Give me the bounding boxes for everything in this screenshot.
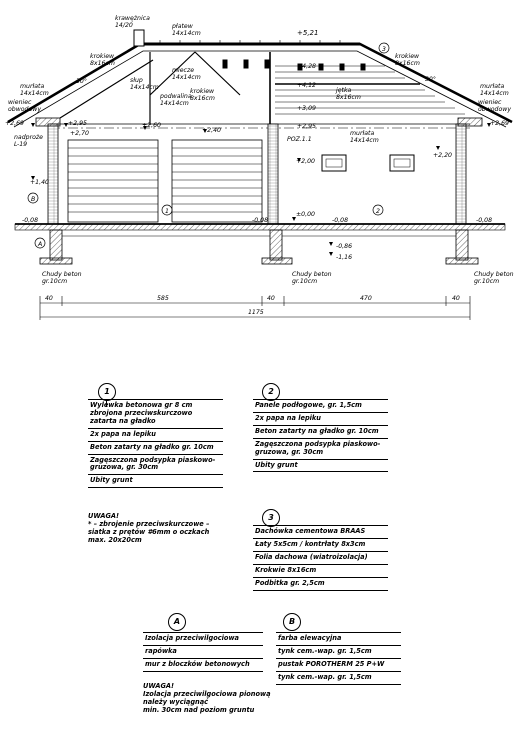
krawedznica-label: krawężnica 14/20 bbox=[115, 15, 150, 29]
uwaga-note-1: UWAGA! * – zbrojenie przeciwskurczowe – siatka z prętów #6mm o oczkach max. 20x20cm bbox=[88, 512, 210, 544]
dim-40a: 40 bbox=[45, 295, 53, 302]
dim-470: 470 bbox=[360, 295, 372, 302]
legend-A-row: mur z bloczków betonowych bbox=[143, 659, 263, 672]
level-269-left: +2,69 bbox=[5, 120, 24, 127]
legend-1-row: Ubity grunt bbox=[88, 475, 223, 488]
level-140: +1,40 bbox=[30, 179, 49, 186]
legend-A-row: rapówka bbox=[143, 646, 263, 659]
angle-right-label: 30° bbox=[425, 76, 436, 83]
krokiew-left-label: krokiew 8x16cm bbox=[90, 53, 115, 67]
legend-1-row: Zagęszczona podsypka piaskowo- gruzowa, gr. 30cm bbox=[88, 455, 223, 476]
svg-text:2: 2 bbox=[376, 208, 380, 215]
section-marker-B bbox=[28, 193, 38, 203]
level-200: +2,00 bbox=[296, 158, 315, 165]
miecze-label: miecze 14x14cm bbox=[172, 67, 201, 81]
poz-label: POZ.1.1 bbox=[287, 136, 312, 143]
level-295b: +2,95 bbox=[297, 123, 316, 130]
level-412: +4,12 bbox=[297, 82, 316, 89]
footing-left-label: Chudy beton gr.10cm bbox=[42, 271, 82, 285]
murlata-right-label: murłata 14x14cm bbox=[480, 83, 509, 97]
legend-2-row: Ubity grunt bbox=[253, 460, 388, 473]
svg-text:B: B bbox=[31, 196, 36, 203]
legend-B-row: pustak POROTHERM 25 P+W bbox=[276, 659, 401, 672]
level-240: +2,40 bbox=[202, 127, 221, 134]
legend-B-row: tynk cem.-wap. gr. 1,5cm bbox=[276, 672, 401, 685]
dim-585: 585 bbox=[157, 295, 169, 302]
krokiew-mid-label: krokiew 8x16cm bbox=[190, 88, 215, 102]
legend-3-row: Folia dachowa (wiatroizolacja) bbox=[253, 552, 388, 565]
section-marker-3 bbox=[379, 43, 389, 53]
windows bbox=[322, 155, 414, 171]
legend-A-row: Izolacja przeciwilgociowa bbox=[143, 633, 263, 646]
dim-40b: 40 bbox=[267, 295, 275, 302]
legend-B-marker: B bbox=[283, 613, 301, 631]
legend-2-row: 2x papa na lepiku bbox=[253, 413, 388, 426]
dim-1175: 1175 bbox=[248, 309, 264, 316]
legend-1-row: Beton zatarty na gładko gr. 10cm bbox=[88, 442, 223, 455]
footing-mid-label: Chudy beton gr.10cm bbox=[292, 271, 332, 285]
section-marker-2 bbox=[373, 205, 383, 215]
angle-left-label: 30° bbox=[76, 78, 87, 85]
platew-label: płatew 14x14cm bbox=[172, 23, 201, 37]
slup-label: słup 14x14cm bbox=[130, 77, 159, 91]
legend-3-row: Łaty 5x5cm / kontrłaty 8x3cm bbox=[253, 539, 388, 552]
legend-1-row: 2x papa na lepiku bbox=[88, 429, 223, 442]
svg-text:A: A bbox=[38, 241, 43, 248]
legend-3-marker: 3 bbox=[262, 509, 280, 527]
level-309: +3,09 bbox=[297, 105, 316, 112]
dimension-lines bbox=[40, 296, 470, 320]
wieniec-right-label: wieniec obwodowy bbox=[478, 99, 511, 113]
foundation bbox=[15, 224, 505, 264]
legend-B-row: farba elewacyjna bbox=[276, 633, 401, 646]
section-marker-A bbox=[35, 238, 45, 248]
level-m008b: -0,08 bbox=[252, 217, 269, 224]
level-m116: -1,16 bbox=[336, 254, 353, 261]
section-marker-1 bbox=[162, 205, 172, 215]
level-m008a: -0,08 bbox=[22, 217, 39, 224]
top-level-label: +5,21 bbox=[297, 29, 319, 37]
legend-A bbox=[143, 632, 263, 672]
legend-3-row: Dachówka cementowa BRAAS bbox=[253, 526, 388, 539]
legend-1 bbox=[88, 399, 223, 488]
legend-3-row: Krokwie 8x16cm bbox=[253, 565, 388, 578]
legend-2-marker: 2 bbox=[262, 383, 280, 401]
level-m008d: -0,08 bbox=[476, 217, 493, 224]
nadproze-label: nadproże L-19 bbox=[14, 134, 43, 148]
legend-2-row: Zagęszczona podsypka piaskowo- gruzowa, gr. 30cm bbox=[253, 439, 388, 460]
svg-text:3: 3 bbox=[382, 46, 386, 53]
level-220: +2,20 bbox=[433, 152, 452, 159]
murlata-left-label: murłata 14x14cm bbox=[20, 83, 49, 97]
level-428: +4,28 bbox=[297, 63, 316, 70]
level-260: +2,60 bbox=[142, 122, 161, 129]
legend-1-marker: 1 bbox=[98, 383, 116, 401]
dim-40c: 40 bbox=[452, 295, 460, 302]
level-m008c: -0,08 bbox=[332, 217, 349, 224]
level-m086: -0,86 bbox=[336, 243, 353, 250]
footing-right-label: Chudy beton gr.10cm bbox=[474, 271, 514, 285]
krokiew-right-label: krokiew 8x16cm bbox=[395, 53, 420, 67]
legend-B bbox=[276, 632, 401, 685]
legend-A-marker: A bbox=[168, 613, 186, 631]
legend-2 bbox=[253, 399, 388, 472]
legend-3-row: Podbitka gr. 2,5cm bbox=[253, 578, 388, 591]
level-295a: +2,95 bbox=[68, 120, 87, 127]
cross-section-drawing bbox=[0, 0, 520, 360]
legend-2-row: Beton zatarty na gładko gr. 10cm bbox=[253, 426, 388, 439]
legend-2-row: Panele podłogowe, gr. 1,5cm bbox=[253, 400, 388, 413]
legend-B-row: tynk cem.-wap. gr. 1,5cm bbox=[276, 646, 401, 659]
wieniec-left-label: wieniec obwodowy bbox=[8, 99, 41, 113]
podwalina-label: podwalina 14x14cm bbox=[160, 93, 192, 107]
level-270: +2,70 bbox=[70, 130, 89, 137]
murlata-mid-label: murłata 14x14cm bbox=[350, 130, 379, 144]
level-000: ±0,00 bbox=[296, 211, 315, 218]
uwaga-note-2: UWAGA! Izolacja przeciwilgociowa pionową należy wyciągnąć min. 30cm nad poziom gruntu bbox=[143, 682, 271, 714]
level-269-right: +2,69 bbox=[490, 120, 509, 127]
jetka-label: jętka 8x16cm bbox=[336, 87, 361, 101]
legend-1-row: Wylewka betonowa gr 8 cm zbrojona przeciwskurczowo zatarta na gładko bbox=[88, 400, 223, 429]
legend-3 bbox=[253, 525, 388, 591]
svg-text:1: 1 bbox=[165, 208, 169, 215]
